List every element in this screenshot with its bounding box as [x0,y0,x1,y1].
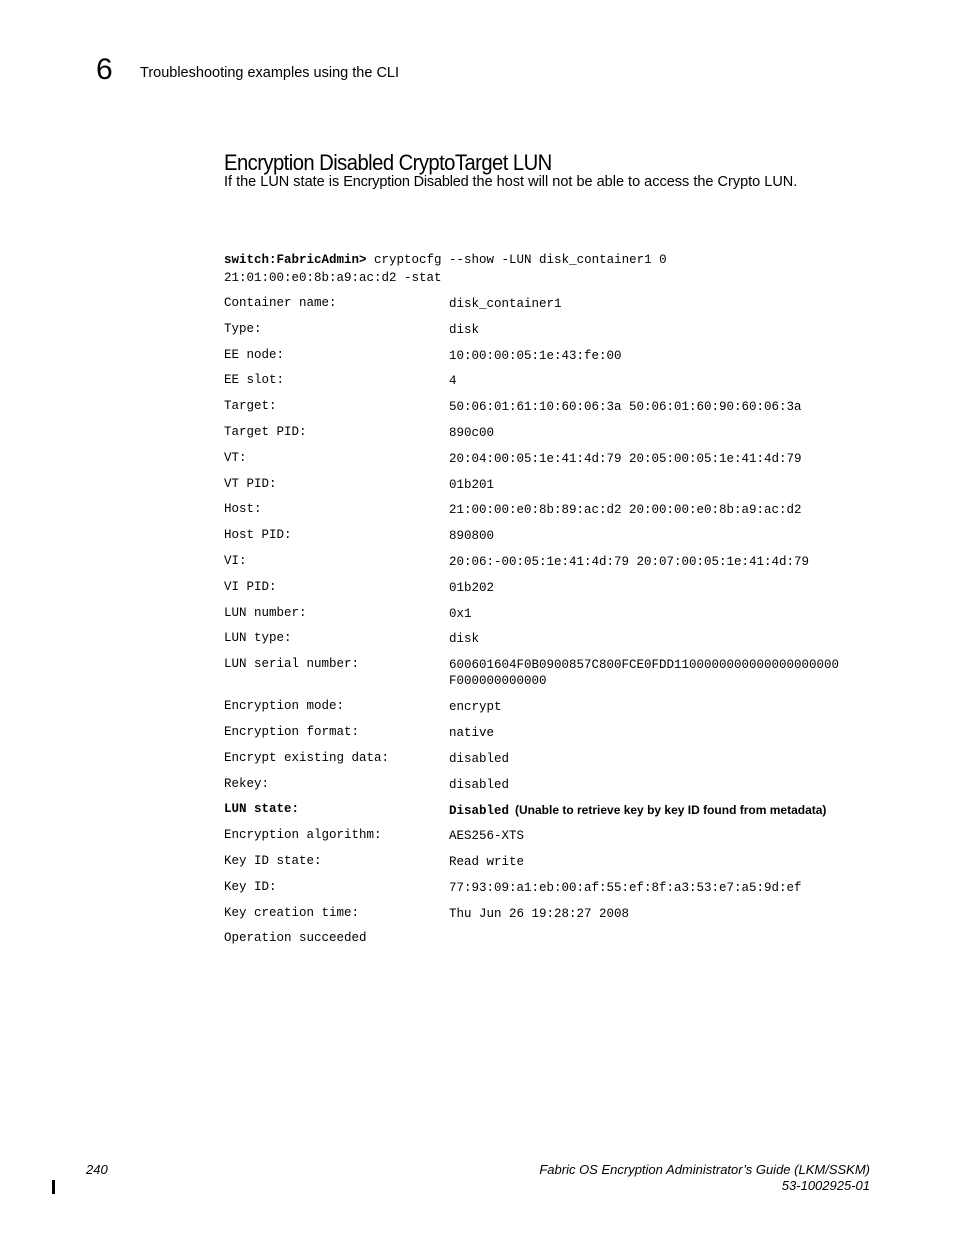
footer-doc-title: Fabric OS Encryption Administrator’s Guide (LKM/SSKM) [539,1162,870,1177]
row-value: native [449,725,495,740]
row-label: Rekey: [224,776,270,791]
output-row [224,322,904,348]
row-label: VT PID: [224,476,277,491]
page-number: 240 [86,1162,108,1177]
row-value: 890800 [449,529,495,544]
intro-text-after: the host will not be able to access the Crypto LUN. [468,174,798,190]
row-value: 890c00 [449,425,495,440]
chapter-title: Troubleshooting examples using the CLI [140,65,400,81]
row-value: 77:93:09:a1:eb:00:af:55:ef:8f:a3:53:e7:a5:9d:ef [449,880,802,895]
row-value: 50:06:01:61:10:60:06:3a 50:06:01:60:90:60:06:3a [449,400,802,415]
command-continuation: 21:01:00:e0:8b:a9:ac:d2 -stat [224,271,442,285]
output-row [224,931,904,957]
row-value: disabled [449,751,510,766]
output-row [224,580,904,606]
output-row [224,399,904,425]
row-label: Encryption mode: [224,699,345,714]
row-label: LUN serial number: [224,657,360,672]
row-label: Container name: [224,296,337,310]
row-label: Target: [224,399,277,414]
row-value: 10:00:00:05:1e:43:fe:00 [449,348,622,363]
row-value: 21:00:00:e0:8b:89:ac:d2 20:00:00:e0:8b:a9:ac:d2 [449,503,802,518]
row-label: LUN state: [224,802,300,817]
row-label: VT: [224,450,247,465]
serial-line-2: F000000000000 [449,674,547,689]
output-row [224,296,904,322]
output-rows [224,296,904,957]
row-value: disk [449,632,480,647]
output-row [224,699,904,725]
row-label: Encryption format: [224,724,360,739]
row-value: 01b201 [449,477,495,492]
serial-line-1: 600601604F0B0900857C800FCE0FDD1100000000000000000000 [449,658,840,673]
row-label: Type: [224,321,262,336]
footer-doc-number: 53-1002925-01 [781,1178,870,1193]
command-text: cryptocfg --show -LUN disk_container1 0 [366,253,667,267]
output-row [224,751,904,777]
output-row [224,657,904,699]
output-row [224,451,904,477]
lun-state-note: (Unable to retrieve key by key ID found from metadata) [515,803,827,818]
intro-emphasis: Encryption Disabled [343,174,469,190]
output-row [224,777,904,803]
output-row [224,828,904,854]
output-row [224,502,904,528]
output-row [224,880,904,906]
row-value: 20:04:00:05:1e:41:4d:79 20:05:00:05:1e:41:4d:79 [449,451,802,466]
output-row [224,373,904,399]
row-label: Key creation time: [224,905,360,920]
row-value: 20:06:-00:05:1e:41:4d:79 20:07:00:05:1e:41:4d:79 [449,554,810,569]
output-row [224,725,904,751]
row-value: 0x1 [449,606,472,621]
row-label: Host: [224,502,262,517]
row-value: disk [449,322,480,337]
change-bar [52,1180,55,1194]
row-label: Encrypt existing data: [224,750,390,765]
row-label: VI: [224,553,247,568]
output-row [224,906,904,932]
output-row [224,631,904,657]
row-value: Thu Jun 26 19:28:27 2008 [449,906,630,921]
command-block [224,251,667,287]
row-label: Encryption algorithm: [224,828,382,843]
row-value: encrypt [449,700,502,715]
output-row-lun-state [224,802,904,828]
output-row [224,477,904,503]
row-value: 01b202 [449,580,495,595]
lun-state-value: Disabled [449,804,510,819]
intro-paragraph [224,174,797,190]
output-row [224,854,904,880]
output-row [224,606,904,632]
intro-text-before: If the LUN state is [224,174,344,190]
row-label: VI PID: [224,579,277,594]
row-value: 4 [449,374,457,389]
row-value [449,802,904,819]
footer-doc-info [539,1162,870,1194]
output-row [224,425,904,451]
row-label: LUN type: [224,631,292,646]
row-value: disk_container1 [449,297,562,311]
row-value: disabled [449,777,510,792]
row-label: Key ID: [224,879,277,894]
row-label: EE slot: [224,373,285,388]
row-label: Key ID state: [224,853,322,868]
section-title: Encryption Disabled CryptoTarget LUN [224,150,552,176]
command-line [224,251,667,269]
row-value: Read write [449,854,525,869]
output-row [224,528,904,554]
row-label: LUN number: [224,605,307,620]
chapter-number: 6 [96,53,113,86]
output-row [224,554,904,580]
row-label: Operation succeeded [224,931,367,946]
row-value [449,657,904,689]
row-value: AES256-XTS [449,829,525,844]
row-label: Host PID: [224,528,292,543]
command-prompt: switch:FabricAdmin> [224,253,367,267]
row-label: Target PID: [224,424,307,439]
row-label: EE node: [224,347,285,362]
output-row [224,348,904,374]
